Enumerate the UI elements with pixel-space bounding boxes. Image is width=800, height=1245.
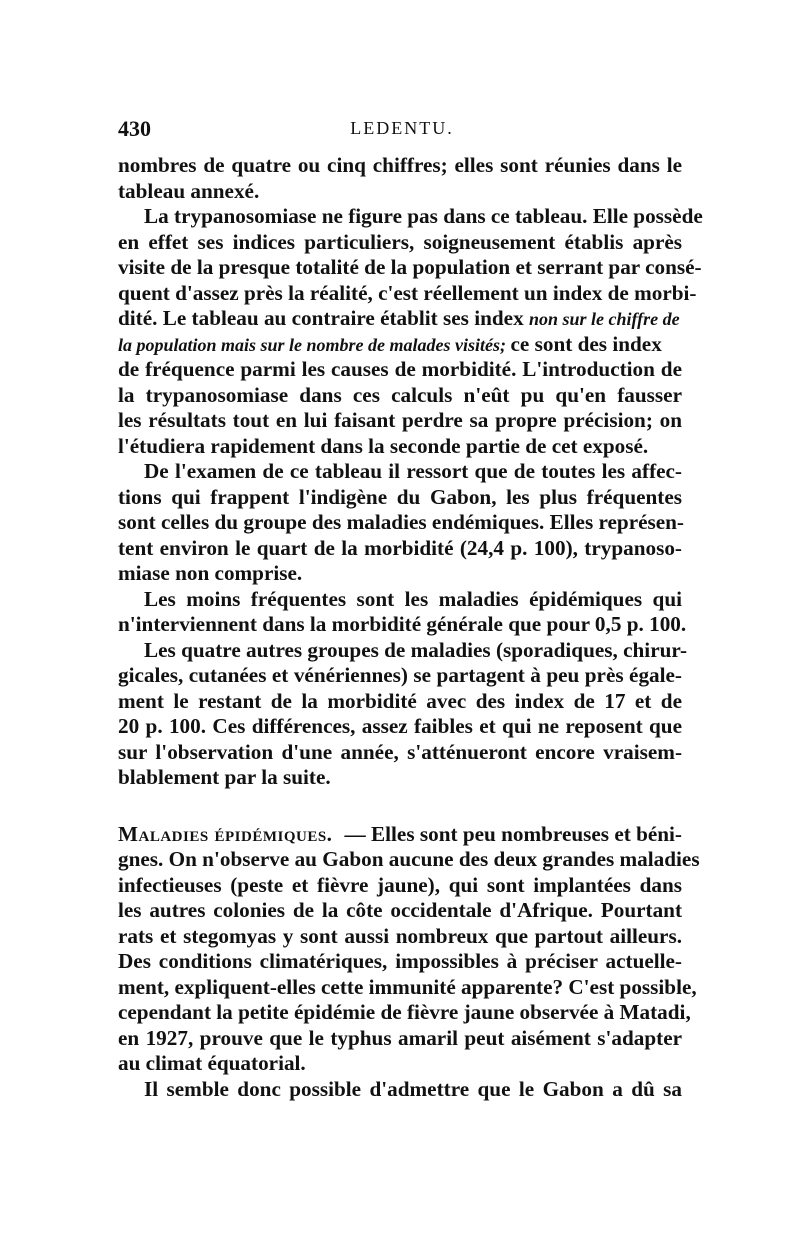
text-line: en effet ses indices particuliers, soigneusement établis après xyxy=(118,229,682,254)
text-line: 20 p. 100. Ces différences, assez faibles et qui ne reposent que xyxy=(118,714,682,738)
text-line: rats et stegomyas y sont aussi nombreux que partout ailleurs. xyxy=(118,923,682,948)
text-line: De l'examen de ce tableau il ressort que de toutes les affec- xyxy=(144,459,682,483)
text-segment: ce sont des index xyxy=(510,331,662,356)
text-line: gicales, cutanées et vénériennes) se partagent à peu près égale- xyxy=(118,663,682,687)
text-line xyxy=(118,332,682,358)
text-line: Des conditions climatériques, impossibles à préciser actuelle- xyxy=(118,949,682,973)
text-line: nombres de quatre ou cinq chiffres; elles sont réunies dans le xyxy=(118,153,682,177)
section-heading: Maladies épidémiques. xyxy=(118,821,333,846)
text-line: les résultats tout en lui faisant perdre sa propre précision; on xyxy=(118,408,682,432)
text-line: Les quatre autres groupes de maladies (sporadiques, chirur- xyxy=(144,637,688,662)
text-line xyxy=(118,306,682,332)
text-line: gnes. On n'observe au Gabon aucune des deux grandes maladies xyxy=(118,847,700,871)
text-line: l'étudiera rapidement dans la seconde partie de cet exposé. xyxy=(118,433,649,458)
text-line: au climat équatorial. xyxy=(118,1051,306,1075)
text-line: sont celles du groupe des maladies endémiques. Elles représen- xyxy=(118,510,684,534)
text-line: blablement par la suite. xyxy=(118,765,331,789)
text-line: ment, expliquent-elles cette immunité apparente? C'est possible, xyxy=(118,974,697,999)
text-line: miase non comprise. xyxy=(118,561,303,585)
italic-text-fragment: la population mais sur le nombre de malades visités; xyxy=(118,334,511,355)
page-number: 430 xyxy=(118,116,151,141)
body-text xyxy=(118,153,703,1102)
text-line: tions qui frappent l'indigène du Gabon, les plus fréquentes xyxy=(118,484,682,509)
text-line: La trypanosomiase ne figure pas dans ce tableau. Elle possède xyxy=(144,204,703,228)
running-head xyxy=(118,116,686,146)
text-line: n'interviennent dans la morbidité générale que pour 0,5 p. 100. xyxy=(118,612,687,636)
section-gap xyxy=(118,791,682,822)
text-line: ment le restant de la morbidité avec des index de 17 et de xyxy=(118,688,682,713)
text-line: sur l'observation d'une année, s'atténueront encore vraisem- xyxy=(118,739,682,764)
text-line: visite de la presque totalité de la population et serrant par consé- xyxy=(118,255,702,279)
text-line: tableau annexé. xyxy=(118,178,260,203)
text-line: cependant la petite épidémie de fièvre jaune observée à Matadi, xyxy=(118,1000,691,1024)
text-line: infectieuses (peste et fièvre jaune), qui sont implantées dans xyxy=(118,872,682,897)
text-line xyxy=(118,822,682,848)
text-line: en 1927, prouve que le typhus amaril peut aisément s'adapter xyxy=(118,1025,682,1050)
italic-text-fragment: non sur le chiffre de xyxy=(528,309,680,329)
running-title: LEDENTU. xyxy=(350,118,454,138)
text-line: tent environ le quart de la morbidité (24,4 p. 100), trypanoso- xyxy=(118,535,682,560)
text-segment: — Elles sont peu nombreuses et béni- xyxy=(344,821,682,846)
text-line: Les moins fréquentes sont les maladies épidémiques qui xyxy=(144,586,682,611)
text-line: quent d'assez près la réalité, c'est réellement un index de morbi- xyxy=(118,280,697,305)
text-line: Il semble donc possible d'admettre que le Gabon a dû sa xyxy=(144,1076,682,1101)
text-line: la trypanosomiase dans ces calculs n'eût pu qu'en fausser xyxy=(118,382,682,407)
text-segment: dité. Le tableau au contraire établit ses index xyxy=(118,306,524,330)
text-line: de fréquence parmi les causes de morbidité. L'introduction de xyxy=(118,357,682,381)
text-line: les autres colonies de la côte occidentale d'Afrique. Pourtant xyxy=(118,898,682,922)
